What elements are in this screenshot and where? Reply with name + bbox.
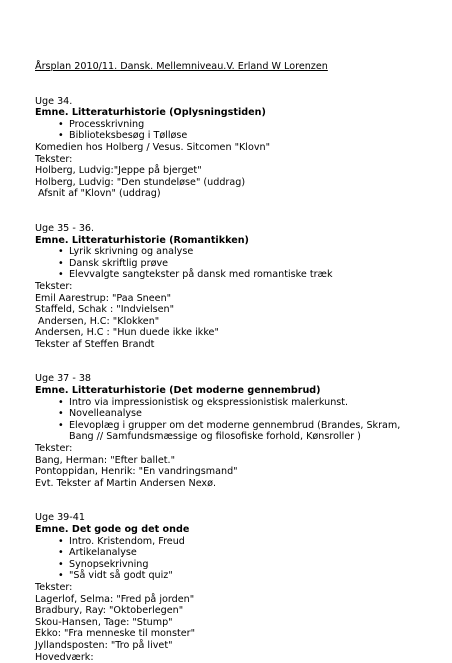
- list-item-text: Intro. Kristendom, Freud: [69, 535, 185, 547]
- list-item-text: Biblioteksbesøg i Tølløse: [69, 130, 188, 142]
- list-item: [35, 269, 435, 281]
- bullet-icon: •: [58, 257, 64, 269]
- section-week: Uge 37 - 38: [35, 373, 92, 385]
- bullet-icon: •: [58, 408, 64, 420]
- section-heading: Emne. Det gode og det onde: [35, 524, 190, 535]
- list-item-text: "Så vidt så godt quiz": [69, 570, 173, 582]
- text-line: Lagerlof, Selma: "Fred på jorden": [35, 593, 195, 605]
- list-item-text: Processkrivning: [69, 118, 145, 130]
- section-uge-35-36: [35, 223, 435, 351]
- section-uge-37-38: [35, 373, 435, 489]
- text-line: Evt. Tekster af Martin Andersen Nexø.: [35, 477, 217, 489]
- list-item: [35, 408, 435, 420]
- list-item-text: Novelleanalyse: [69, 408, 142, 420]
- list-item-text: Dansk skriftlig prøve: [69, 257, 169, 269]
- list-item: [35, 246, 435, 258]
- bullet-list: [35, 397, 435, 443]
- bullet-icon: •: [58, 118, 64, 130]
- bullet-icon: •: [58, 547, 64, 559]
- list-item-text: Elevoplæg i grupper om det moderne gennembrud (Brandes, Skram, Bang // Samfundsmæssige og filosofiske forhold, Kønsroller ): [69, 419, 401, 443]
- list-item: [35, 397, 435, 409]
- bullet-icon: •: [58, 269, 64, 281]
- text-line: Hovedværk:: [35, 651, 94, 663]
- text-line: Emil Aarestrup: "Paa Sneen": [35, 292, 172, 304]
- text-line: Afsnit af "Klovn" (uddrag): [35, 188, 161, 200]
- list-item: [35, 119, 435, 131]
- bullet-icon: •: [58, 130, 64, 142]
- list-item: [35, 570, 435, 582]
- section-week: Uge 35 - 36.: [35, 222, 95, 234]
- text-line: Komedien hos Holberg / Vesus. Sitcomen "Klovn": [35, 141, 270, 153]
- list-item-text: Lyrik skrivning og analyse: [69, 246, 194, 258]
- text-line: Holberg, Ludvig:"Jeppe på bjerget": [35, 165, 202, 177]
- section-uge-39-41: [35, 512, 435, 663]
- text-line: Andersen, H.C: "Klokken": [35, 315, 160, 327]
- text-line: Bang, Herman: "Efter ballet.": [35, 454, 175, 466]
- text-line: Tekster af Steffen Brandt: [35, 338, 155, 350]
- bullet-icon: •: [58, 558, 64, 570]
- bullet-icon: •: [58, 396, 64, 408]
- bullet-icon: •: [58, 535, 64, 547]
- document-page: [35, 61, 435, 663]
- text-line: Tekster:: [35, 153, 73, 165]
- text-line: Skou-Hansen, Tage: "Stump": [35, 616, 173, 628]
- list-item: [35, 258, 435, 270]
- list-item: [35, 130, 435, 142]
- list-item: [35, 559, 435, 571]
- text-line: Holberg, Ludvig: "Den stundeløse" (uddrag): [35, 176, 246, 188]
- text-line: Jyllandsposten: "Tro på livet": [35, 639, 173, 651]
- text-line: Andersen, H.C : "Hun duede ikke ikke": [35, 327, 219, 339]
- bullet-icon: •: [58, 570, 64, 582]
- section-week: Uge 34.: [35, 95, 73, 107]
- section-heading: Emne. Litteraturhistorie (Oplysningstiden): [35, 107, 266, 119]
- list-item: [35, 536, 435, 548]
- list-item-text: Intro via impressionistisk og ekspressionistisk malerkunst.: [69, 396, 349, 408]
- text-line: Bradbury, Ray: "Oktoberlegen": [35, 605, 184, 617]
- section-uge-34: [35, 96, 435, 200]
- bullet-list: [35, 246, 435, 281]
- document-title: Årsplan 2010/11. Dansk. Mellemniveau.V. Erland W Lorenzen: [35, 61, 328, 72]
- list-item: [35, 547, 435, 559]
- bullet-list: [35, 536, 435, 582]
- bullet-icon: •: [58, 419, 64, 431]
- list-item: [35, 420, 435, 443]
- section-week: Uge 39-41: [35, 512, 85, 524]
- bullet-list: [35, 119, 435, 142]
- text-line: Tekster:: [35, 581, 73, 593]
- text-line: Pontoppidan, Henrik: "En vandringsmand": [35, 466, 238, 478]
- text-line: Tekster:: [35, 280, 73, 292]
- list-item-text: Synopsekrivning: [69, 558, 149, 570]
- bullet-icon: •: [58, 246, 64, 258]
- section-heading: Emne. Litteraturhistorie (Romantikken): [35, 234, 249, 246]
- section-heading: Emne. Litteraturhistorie (Det moderne gennembrud): [35, 385, 321, 397]
- text-line: Staffeld, Schak : "Indvielsen": [35, 304, 175, 316]
- text-line: Ekko: "Fra menneske til monster": [35, 628, 196, 640]
- list-item-text: Artikelanalyse: [69, 547, 137, 559]
- list-item-text: Elevvalgte sangtekster på dansk med romantiske træk: [69, 269, 333, 281]
- text-line: Tekster:: [35, 443, 73, 455]
